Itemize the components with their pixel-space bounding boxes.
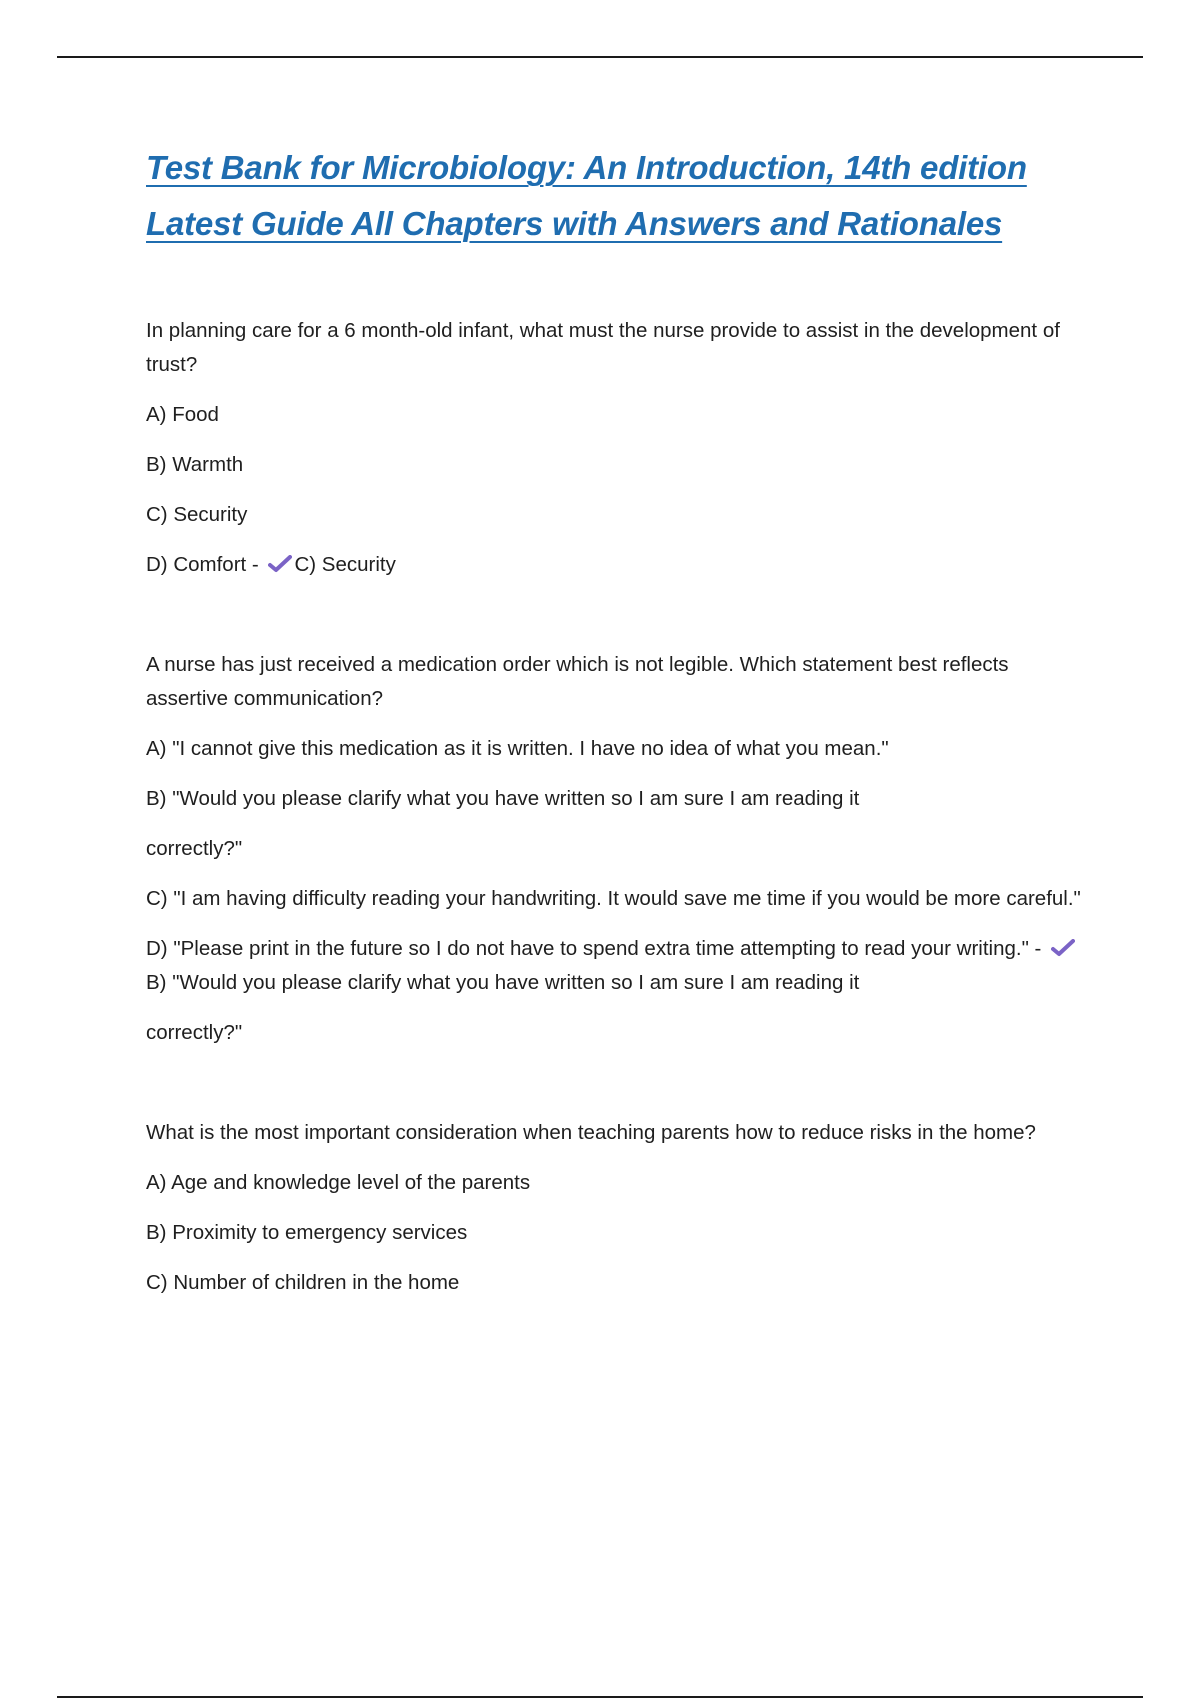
option-c: C) "I am having difficulty reading your handwriting. It would save me time if you would be more careful." <box>146 887 1081 910</box>
check-icon <box>1051 939 1075 957</box>
question-3 <box>146 1116 1096 1300</box>
option-d: D) "Please print in the future so I do not have to spend extra time attempting to read your writing." - <box>146 937 1042 960</box>
option-d-with-answer <box>146 932 1096 1000</box>
option-b: B) "Would you please clarify what you have written so I am sure I am reading it <box>146 787 860 810</box>
option-a: A) Age and knowledge level of the parents <box>146 1171 531 1194</box>
page-content <box>146 140 1096 1300</box>
document-title[interactable]: Test Bank for Microbiology: An Introduction, 14th edition Latest Guide All Chapters with Answers and Rationales <box>146 149 1027 242</box>
option-d: D) Comfort - <box>146 553 259 576</box>
bottom-rule <box>57 1696 1143 1698</box>
option-d-with-answer <box>146 548 1096 582</box>
option-c: C) Security <box>146 503 248 526</box>
option-b-continued: correctly?" <box>146 837 243 860</box>
option-b: B) Warmth <box>146 453 244 476</box>
question-2 <box>146 648 1096 1050</box>
answer-text: B) "Would you please clarify what you have written so I am sure I am reading it <box>146 971 860 994</box>
answer-text-continued: correctly?" <box>146 1021 243 1044</box>
answer-text: C) Security <box>294 553 396 576</box>
option-c: C) Number of children in the home <box>146 1271 460 1294</box>
option-a: A) Food <box>146 403 219 426</box>
question-stem: A nurse has just received a medication order which is not legible. Which statement best reflects assertive communication? <box>146 653 1009 710</box>
question-1 <box>146 314 1096 582</box>
question-stem: What is the most important consideration when teaching parents how to reduce risks in the home? <box>146 1121 1036 1144</box>
option-b: B) Proximity to emergency services <box>146 1221 468 1244</box>
top-rule <box>57 56 1143 58</box>
option-a: A) "I cannot give this medication as it is written. I have no idea of what you mean." <box>146 737 889 760</box>
question-stem: In planning care for a 6 month-old infant, what must the nurse provide to assist in the development of trust? <box>146 319 1060 376</box>
check-icon <box>268 555 292 573</box>
